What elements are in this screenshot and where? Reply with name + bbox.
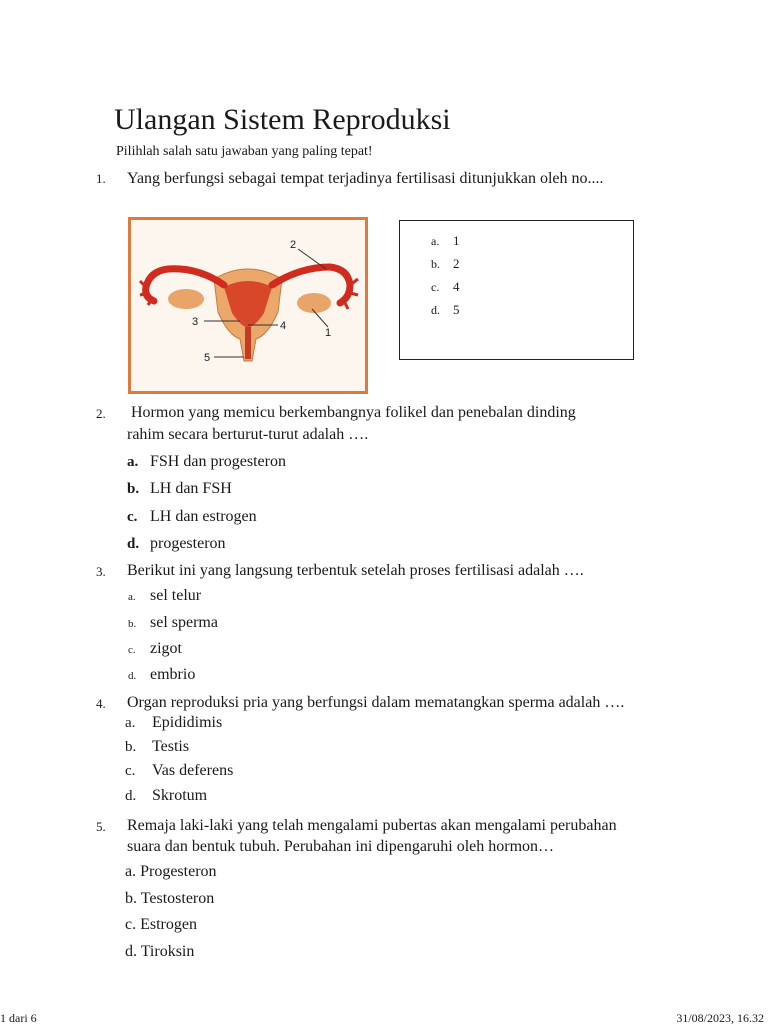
question-5-text-line2: suara dan bentuk tubuh. Perubahan ini dipengaruhi oleh hormon… xyxy=(127,838,555,855)
option-text: zigot xyxy=(150,640,182,657)
figure-label-3: 3 xyxy=(192,316,199,328)
option-text: Skrotum xyxy=(152,787,208,804)
option-letter: b. xyxy=(431,257,440,271)
option-text: sel telur xyxy=(150,587,202,604)
question-4-text: Organ reproduksi pria yang berfungsi dalam mematangkan sperma adalah …. xyxy=(127,694,625,711)
option-text: embrio xyxy=(150,666,196,683)
question-1-options-box xyxy=(399,220,634,360)
option-text: 5 xyxy=(453,302,460,317)
option-letter: b. xyxy=(125,739,137,755)
option-letter: a. xyxy=(127,454,139,470)
option-letter: c. xyxy=(127,509,138,525)
option-letter: b. xyxy=(128,618,137,630)
page-number: 1 dari 6 xyxy=(0,1011,37,1025)
question-5-number: 5. xyxy=(96,819,106,834)
option-letter: c. xyxy=(128,644,136,656)
option-letter: c. xyxy=(431,280,440,294)
figure-label-4: 4 xyxy=(280,320,287,332)
question-3-number: 3. xyxy=(96,564,106,579)
option-letter: a. xyxy=(128,591,136,603)
question-2-number: 2. xyxy=(96,406,106,421)
option-text: c. Estrogen xyxy=(125,916,197,933)
option-text: 1 xyxy=(453,233,460,248)
uterus-diagram-svg xyxy=(128,217,368,394)
option-text: LH dan estrogen xyxy=(150,508,257,525)
option-letter: a. xyxy=(125,715,136,731)
question-1-text: Yang berfungsi sebagai tempat terjadinya fertilisasi ditunjukkan oleh no.... xyxy=(127,170,604,187)
option-letter: b. xyxy=(127,481,140,497)
option-text: FSH dan progesteron xyxy=(150,453,286,470)
option-letter: d. xyxy=(125,788,137,804)
option-letter: d. xyxy=(127,536,140,552)
question-4-number: 4. xyxy=(96,696,106,711)
option-letter: d. xyxy=(431,303,440,317)
uterus-diagram xyxy=(128,217,368,394)
figure-label-1: 1 xyxy=(325,327,332,339)
option-text: sel sperma xyxy=(150,614,218,631)
option-text: a. Progesteron xyxy=(125,863,217,880)
question-5-text-line1: Remaja laki-laki yang telah mengalami pubertas akan mengalami perubahan xyxy=(127,817,617,834)
option-text: Testis xyxy=(152,738,190,755)
ovary-right xyxy=(297,293,331,313)
question-2-text-line1: Hormon yang memicu berkembangnya folikel dan penebalan dinding xyxy=(131,404,576,421)
question-3-text: Berikut ini yang langsung terbentuk setelah proses fertilisasi adalah …. xyxy=(127,562,584,579)
ovary-left xyxy=(168,289,204,309)
option-text: 2 xyxy=(453,256,460,271)
question-2-text-line2: rahim secara berturut-turut adalah …. xyxy=(127,426,369,443)
cervix xyxy=(245,327,251,359)
option-letter: d. xyxy=(128,670,137,682)
option-text: progesteron xyxy=(150,535,226,552)
instruction-text: Pilihlah salah satu jawaban yang paling tepat! xyxy=(116,144,373,159)
option-letter: c. xyxy=(125,763,136,779)
print-datetime: 31/08/2023, 16.32 xyxy=(676,1011,764,1025)
figure-label-2: 2 xyxy=(290,239,297,251)
option-text: LH dan FSH xyxy=(150,480,232,497)
option-text: Epididimis xyxy=(152,714,223,731)
option-text: d. Tiroksin xyxy=(125,943,195,960)
figure-label-5: 5 xyxy=(204,352,211,364)
page-title: Ulangan Sistem Reproduksi xyxy=(114,103,451,136)
question-1-number: 1. xyxy=(96,171,106,186)
option-letter: a. xyxy=(431,234,440,248)
option-text: 4 xyxy=(453,279,460,294)
option-text: Vas deferens xyxy=(152,762,234,779)
option-text: b. Testosteron xyxy=(125,890,215,907)
